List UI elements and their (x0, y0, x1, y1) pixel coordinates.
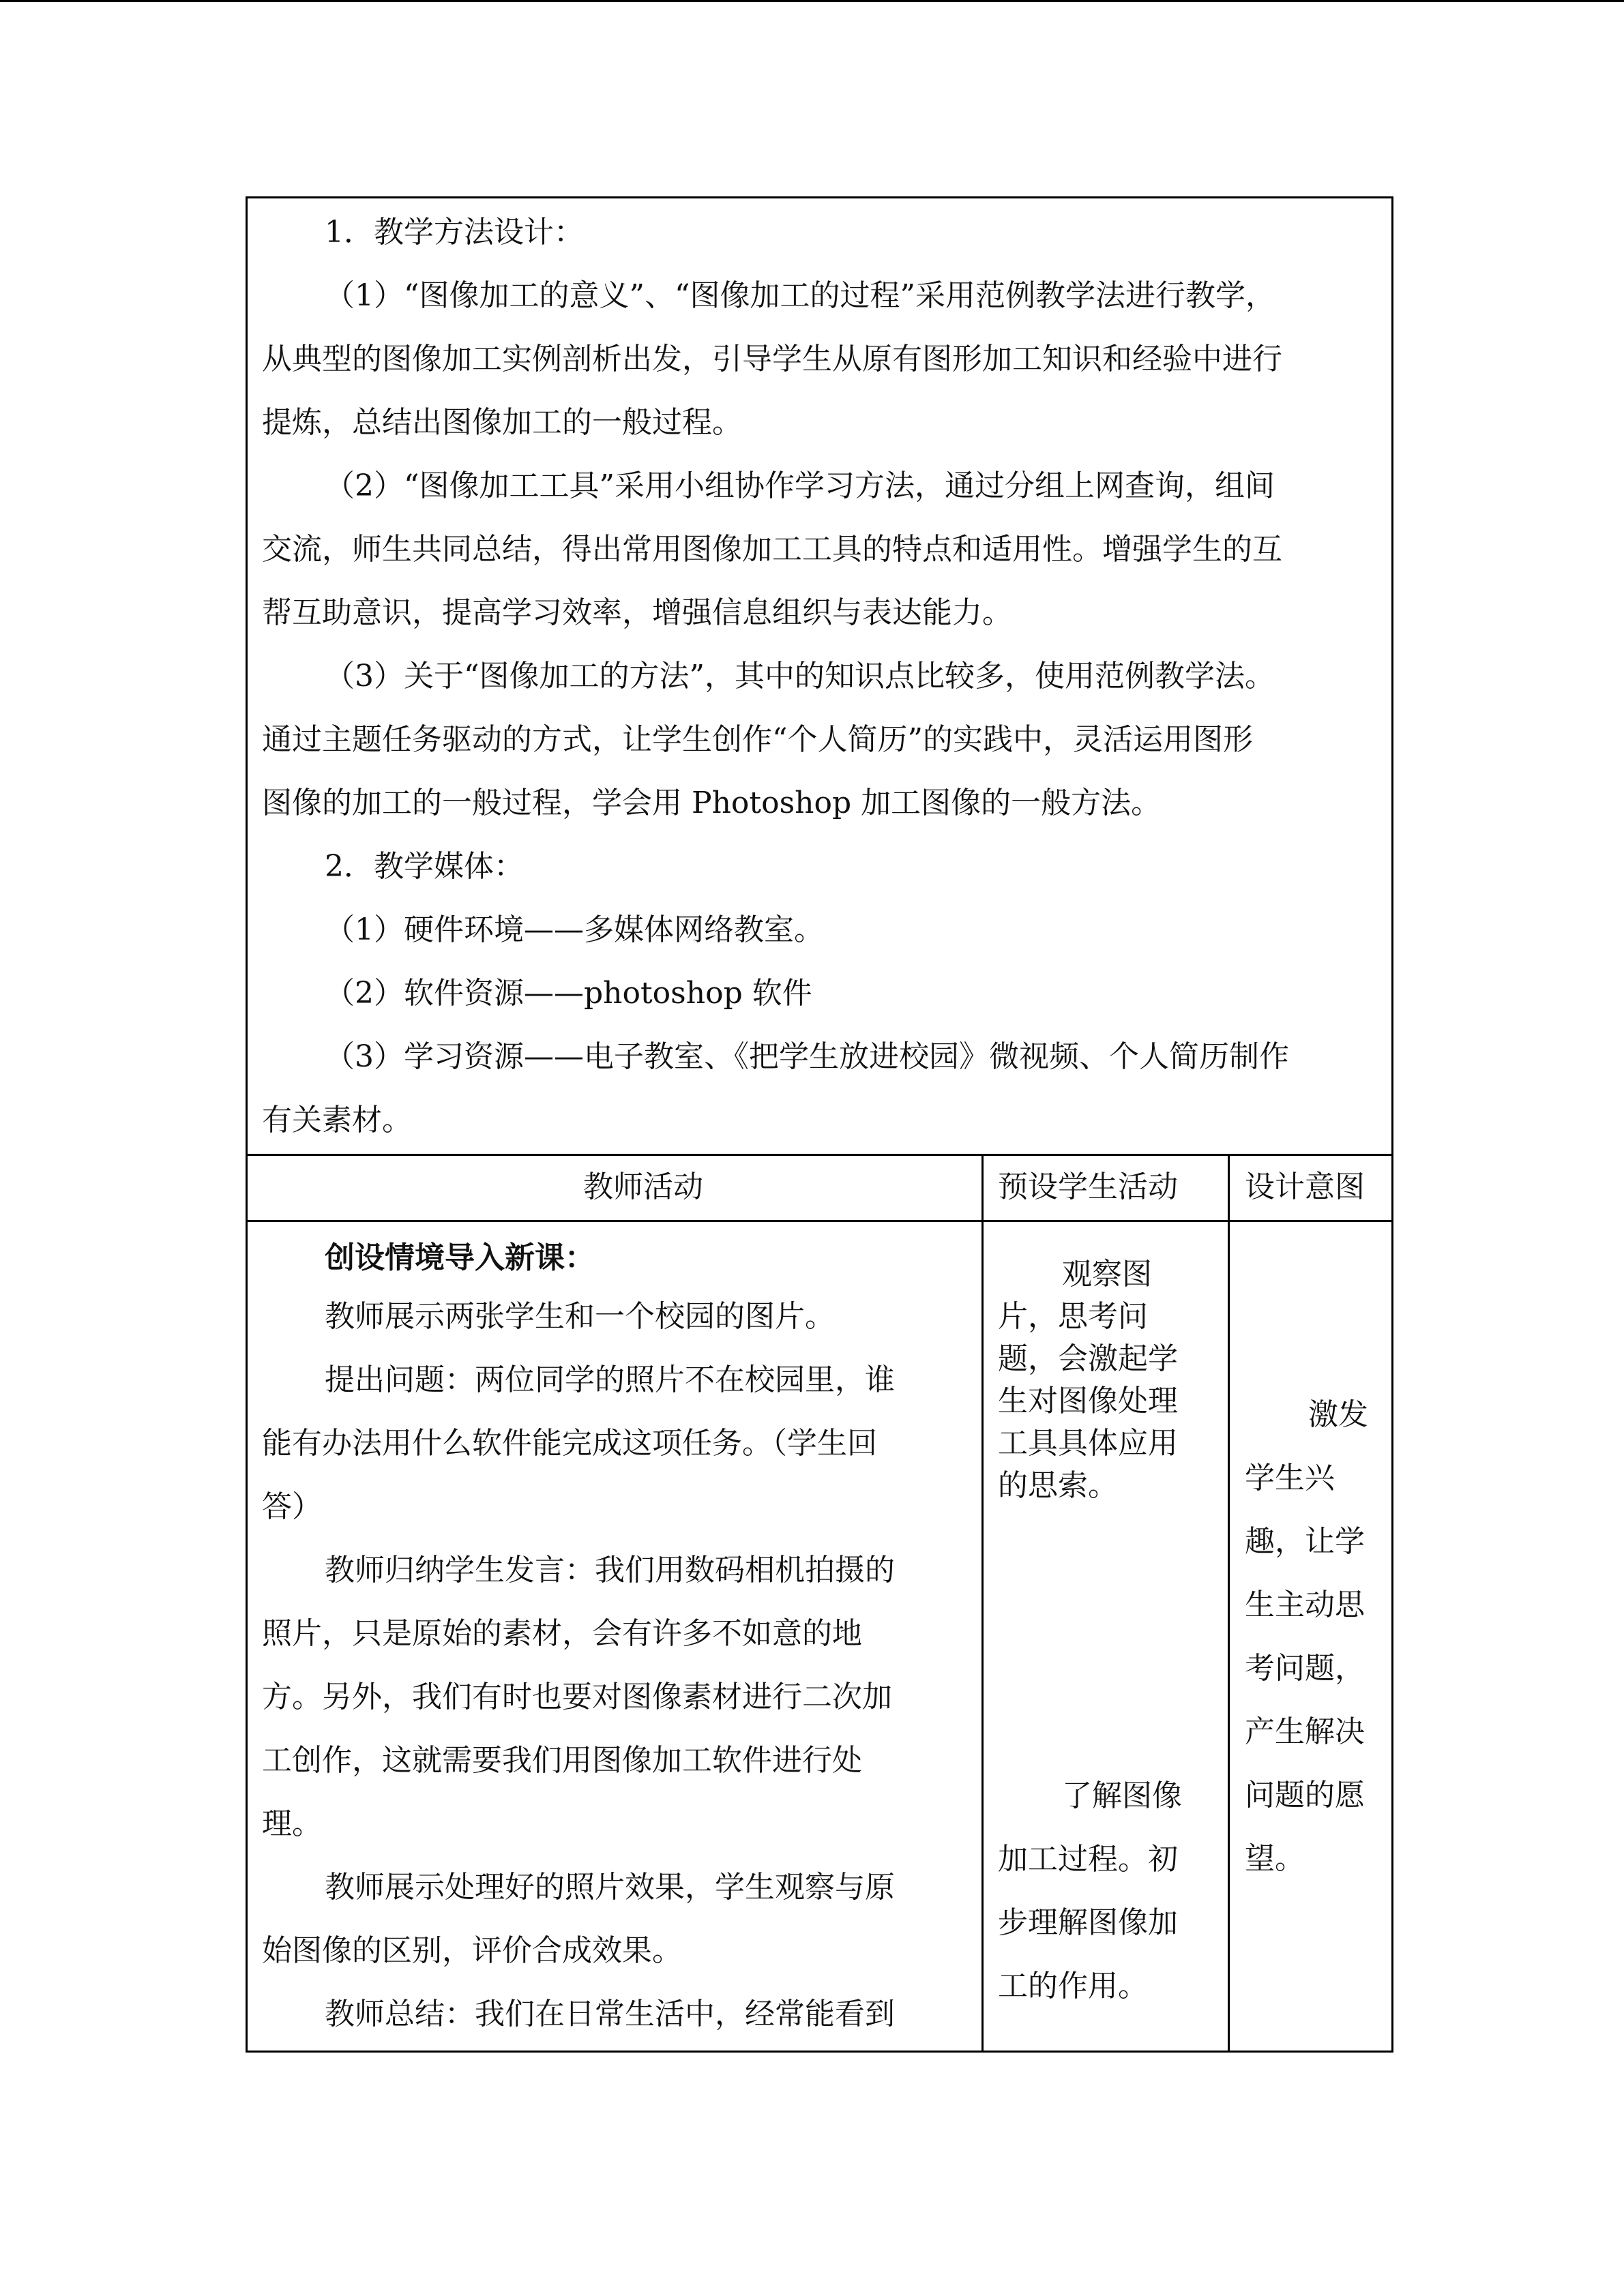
teacher-line: 方。另外，我们有时也要对图像素材进行二次加 (262, 1680, 892, 1714)
methods-p1-line1: （1）“图像加工的意义”、“图像加工的过程”采用范例教学法进行教学， (325, 278, 1275, 313)
student-line: 步理解图像加 (998, 1905, 1178, 1940)
intent-line: 趣，让学 (1245, 1524, 1365, 1559)
methods-p1-line3: 提炼，总结出图像加工的一般过程。 (262, 405, 742, 440)
header-student-activity: 预设学生活动 (998, 1169, 1178, 1204)
intent-line: 问题的愿 (1245, 1778, 1365, 1813)
intent-line: 产生解决 (1245, 1714, 1365, 1749)
student-line: 的思索。 (998, 1468, 1118, 1503)
header-teacher-activity: 教师活动 (583, 1169, 703, 1204)
teacher-line: 答） (262, 1489, 322, 1524)
student-line: 片，思考问 (998, 1299, 1148, 1334)
methods-p3-line2: 通过主题任务驱动的方式，让学生创作“个人简历”的实践中，灵活运用图形 (262, 722, 1253, 757)
student-line: 工的作用。 (998, 1969, 1148, 2003)
methods-heading: 1．教学方法设计： (325, 215, 584, 250)
methods-p2-line2: 交流，师生共同总结，得出常用图像加工工具的特点和适用性。增强学生的互 (262, 532, 1282, 567)
row-divider-header-bottom (246, 1220, 1393, 1222)
top-rule (0, 0, 1624, 2)
methods-p2-line3: 帮互助意识，提高学习效率，增强信息组织与表达能力。 (262, 595, 1012, 630)
methods-p2-line1: （2）“图像加工工具”采用小组协作学习方法，通过分组上网查询，组间 (325, 468, 1275, 503)
teacher-line: 能有办法用什么软件能完成这项任务。（学生回 (262, 1426, 877, 1461)
intent-line: 望。 (1245, 1841, 1305, 1876)
student-line: 题，会激起学 (998, 1341, 1178, 1376)
student-line: 生对图像处理 (998, 1384, 1178, 1418)
teacher-line: 教师展示两张学生和一个校园的图片。 (325, 1299, 835, 1334)
teacher-line: 始图像的区别，评价合成效果。 (262, 1933, 682, 1968)
teacher-activity-title: 创设情境导入新课： (325, 1240, 595, 1275)
teacher-line: 照片，只是原始的素材，会有许多不如意的地 (262, 1616, 862, 1651)
column-divider-2 (1228, 1154, 1230, 2053)
teacher-line: 教师归纳学生发言：我们用数码相机拍摄的 (325, 1553, 895, 1587)
media-item-hardware: （1）硬件环境——多媒体网络教室。 (325, 912, 824, 947)
header-design-intent: 设计意图 (1245, 1169, 1365, 1204)
teacher-line: 理。 (262, 1806, 322, 1841)
column-divider-1 (981, 1154, 984, 2053)
media-item-resources: （3）学习资源——电子教室、《把学生放进校园》微视频、个人简历制作 (325, 1039, 1289, 1074)
student-line: 观察图 (1062, 1257, 1152, 1292)
student-line: 工具具体应用 (998, 1426, 1178, 1461)
methods-p1-line2: 从典型的图像加工实例剖析出发，引导学生从原有图形加工知识和经验中进行 (262, 342, 1282, 376)
media-item-software: （2）软件资源——photoshop 软件 (325, 976, 812, 1011)
teacher-line: 提出问题：两位同学的照片不在校园里，谁 (325, 1362, 895, 1397)
student-line: 了解图像 (1062, 1778, 1182, 1813)
intent-line: 学生兴 (1245, 1461, 1335, 1495)
media-heading: 2．教学媒体： (325, 849, 524, 884)
student-line: 加工过程。初 (998, 1842, 1178, 1877)
row-divider-header-top (246, 1154, 1393, 1156)
teacher-line: 教师总结：我们在日常生活中，经常能看到 (325, 1997, 895, 2031)
teacher-line: 教师展示处理好的照片效果，学生观察与原 (325, 1870, 895, 1905)
intent-line: 考问题， (1245, 1651, 1365, 1686)
methods-p3-line1: （3）关于“图像加工的方法”，其中的知识点比较多，使用范例教学法。 (325, 659, 1275, 694)
intent-line: 生主动思 (1245, 1587, 1365, 1622)
media-item-tail: 有关素材。 (262, 1103, 412, 1137)
teacher-line: 工创作，这就需要我们用图像加工软件进行处 (262, 1743, 862, 1778)
intent-line: 激发 (1308, 1397, 1368, 1432)
methods-p3-line3: 图像的加工的一般过程，学会用 Photoshop 加工图像的一般方法。 (262, 786, 1162, 820)
